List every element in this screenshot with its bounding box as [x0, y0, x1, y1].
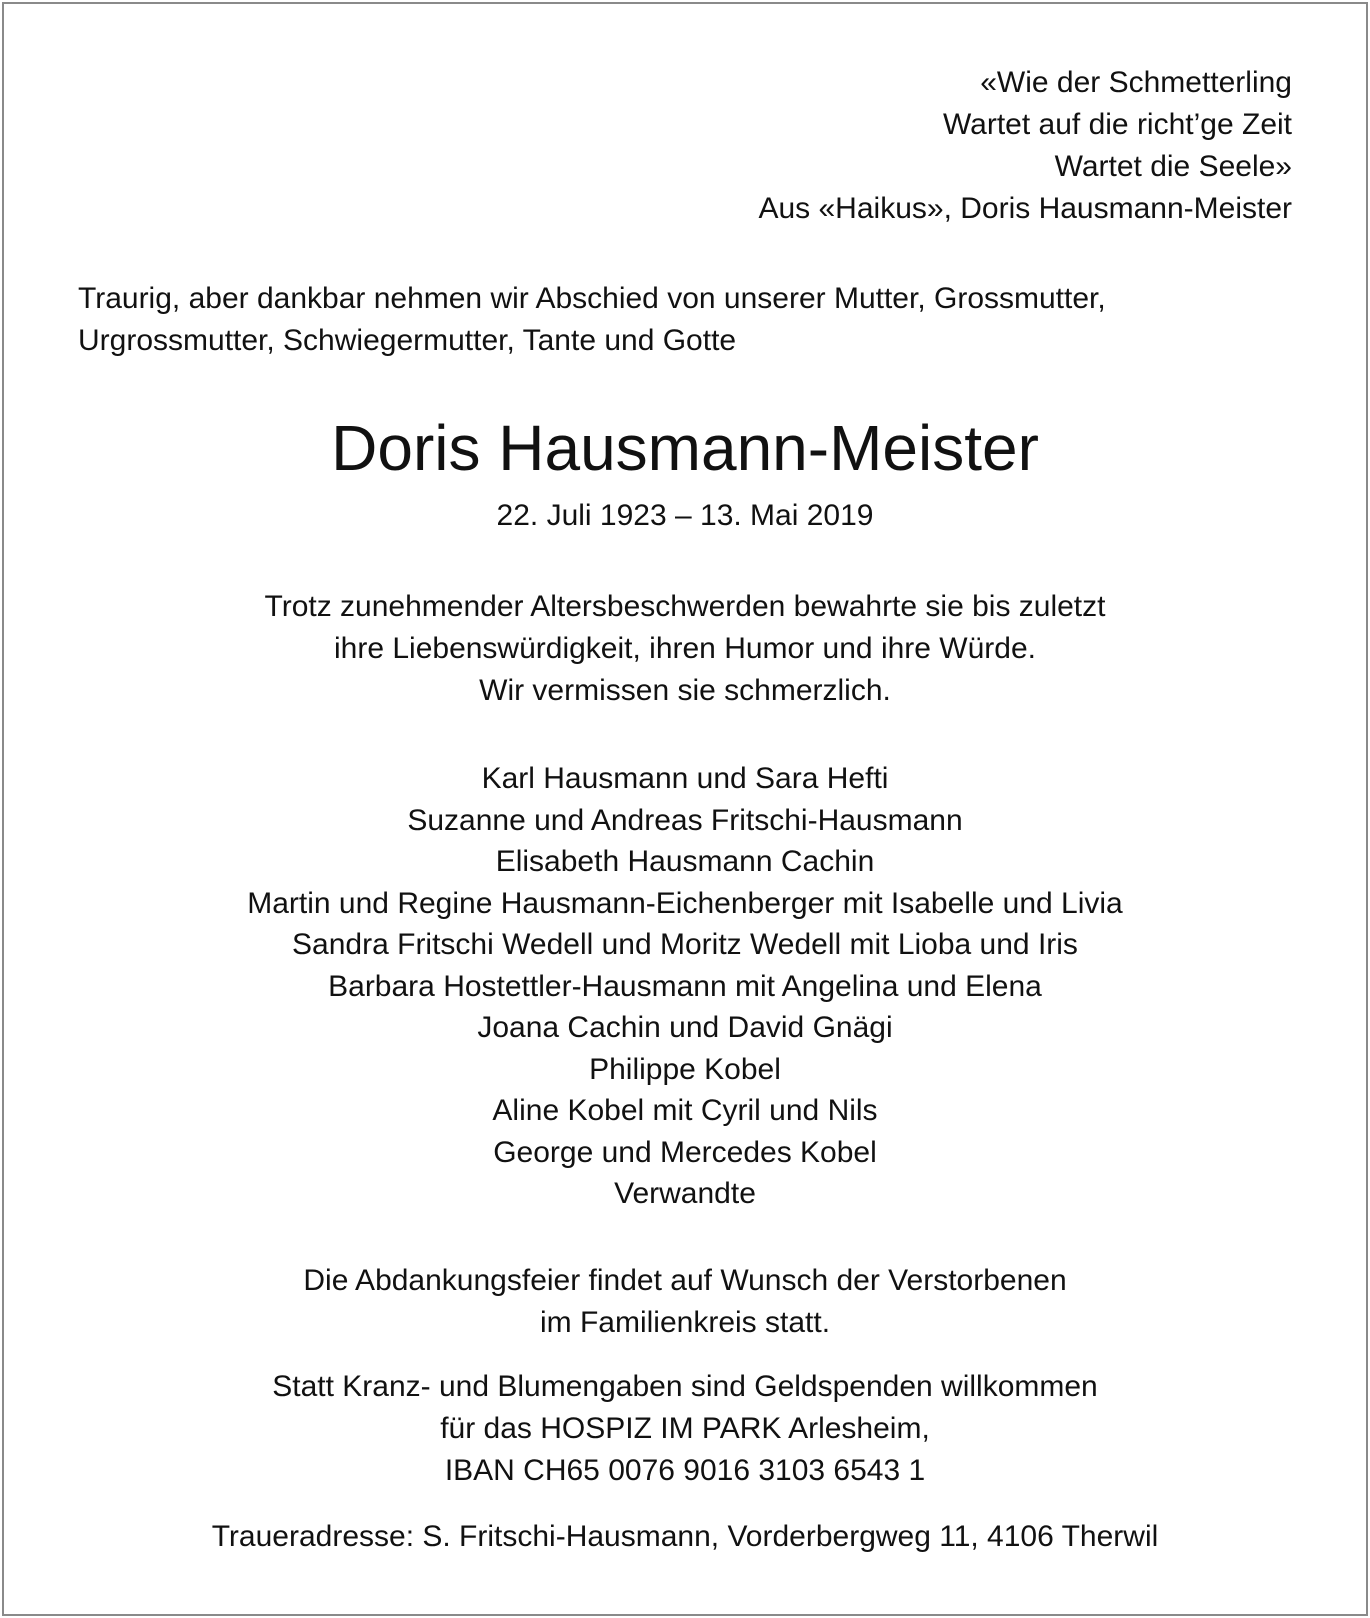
haiku-line: «Wie der Schmetterling [980, 66, 1292, 99]
mourner-entry: Joana Cachin und David Gnägi [477, 1011, 893, 1044]
intro-line: Traurig, aber dankbar nehmen wir Abschied von unserer Mutter, Grossmutter, [78, 282, 1106, 315]
mourners-list [4, 758, 1366, 1215]
mourner-entry: Elisabeth Hausmann Cachin [495, 845, 875, 878]
mourner-entry: Aline Kobel mit Cyril und Nils [492, 1094, 878, 1127]
haiku-line: Wartet auf die richt’ge Zeit [942, 108, 1292, 141]
mourner-entry: Suzanne und Andreas Fritschi-Hausmann [407, 803, 963, 837]
haiku-quote [4, 62, 1366, 230]
farewell-intro [4, 278, 1366, 362]
obituary-notice [2, 2, 1368, 1616]
ceremony-line: Die Abdankungsfeier findet auf Wunsch der Verstorbenen [303, 1264, 1067, 1297]
deceased-name: Doris Hausmann-Meister [331, 412, 1039, 484]
donation-notice [4, 1366, 1366, 1492]
mourner-entry: Barbara Hostettler-Hausmann mit Angelina und Elena [328, 969, 1042, 1003]
mourner-entry: George und Mercedes Kobel [493, 1135, 877, 1169]
tribute-line: Wir vermissen sie schmerzlich. [479, 674, 891, 707]
mourner-entry: Verwandte [614, 1177, 756, 1210]
donation-line: Statt Kranz- und Blumengaben sind Geldspenden willkommen [272, 1370, 1098, 1403]
tribute-line: Trotz zunehmender Altersbeschwerden bewahrte sie bis zuletzt [264, 590, 1106, 623]
tribute-line: ihre Liebenswürdigkeit, ihren Humor und ihre Würde. [333, 632, 1036, 665]
life-dates: 22. Juli 1923 – 13. Mai 2019 [496, 499, 874, 532]
mourner-entry: Karl Hausmann und Sara Hefti [481, 762, 889, 795]
haiku-attribution: Aus «Haikus», Doris Hausmann-Meister [758, 192, 1292, 225]
mourner-entry: Sandra Fritschi Wedell und Moritz Wedell mit Lioba und Iris [292, 928, 1078, 961]
tribute-text [4, 586, 1366, 712]
donation-line: für das HOSPIZ IM PARK Arlesheim, [440, 1412, 930, 1445]
mourner-entry: Martin und Regine Hausmann-Eichenberger mit Isabelle und Livia [247, 886, 1123, 920]
ceremony-line: im Familienkreis statt. [539, 1306, 831, 1339]
mourning-address: Traueradresse: S. Fritschi-Hausmann, Vorderbergweg 11, 4106 Therwil [211, 1520, 1159, 1553]
ceremony-notice [4, 1260, 1366, 1344]
haiku-line: Wartet die Seele» [1054, 150, 1292, 183]
iban-line: IBAN CH65 0076 9016 3103 6543 1 [444, 1454, 926, 1487]
mourner-entry: Philippe Kobel [589, 1052, 781, 1086]
intro-line: Urgrossmutter, Schwiegermutter, Tante und Gotte [78, 324, 737, 357]
